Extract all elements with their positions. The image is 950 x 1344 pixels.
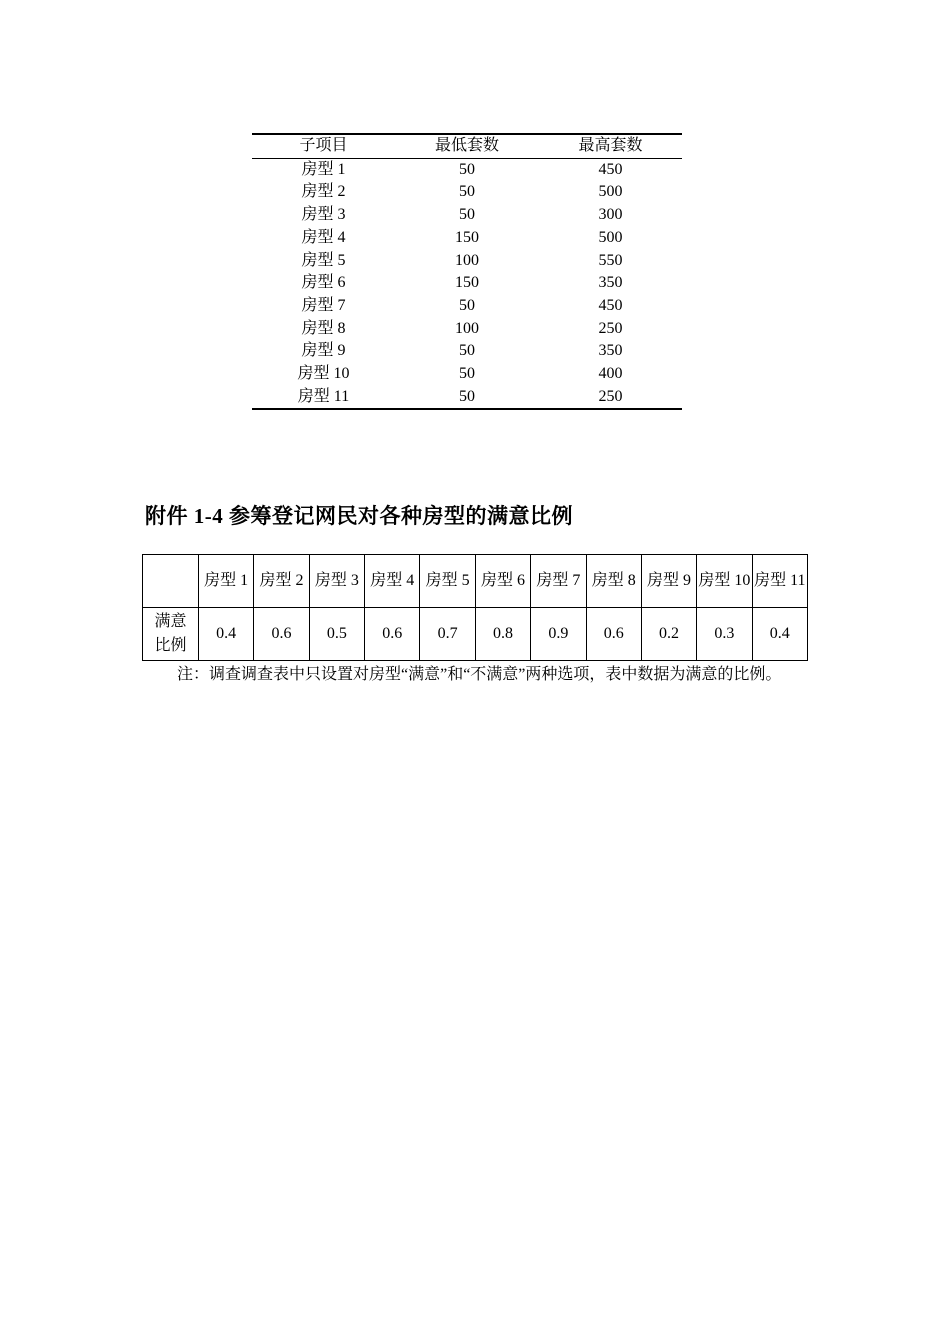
cell-ratio: 0.8 [475, 608, 530, 661]
cell-subitem: 房型 3 [301, 206, 346, 224]
cell-max: 450 [598, 296, 623, 314]
cell-subitem: 房型 9 [301, 342, 346, 360]
cell-subitem: 房型 2 [301, 183, 346, 201]
table-row [252, 227, 682, 250]
cell-ratio: 0.9 [531, 608, 586, 661]
col-header-max: 最高套数 [578, 137, 643, 154]
cell-max: 450 [598, 160, 623, 178]
table-row [252, 295, 682, 318]
table-row [143, 608, 808, 661]
table-header-row [143, 555, 808, 608]
cell-subitem: 房型 5 [301, 251, 346, 269]
cell-subitem: 房型 7 [301, 296, 346, 314]
cell-min: 50 [459, 160, 475, 178]
cell-subitem: 房型 4 [301, 228, 346, 246]
table-row [252, 250, 682, 273]
housing-count-table [252, 133, 682, 410]
cell-subitem: 房型 8 [301, 319, 346, 337]
col-header-type: 房型 1 [199, 555, 254, 608]
table-row [252, 272, 682, 295]
cell-max: 500 [598, 183, 623, 201]
table-header-row [252, 134, 682, 158]
cell-ratio: 0.6 [586, 608, 641, 661]
col-header-type: 房型 5 [420, 555, 475, 608]
cell-min: 150 [455, 228, 479, 246]
col-header-min: 最低套数 [434, 137, 499, 154]
col-header-type: 房型 10 [697, 555, 752, 608]
cell-ratio: 0.7 [420, 608, 475, 661]
cell-ratio: 0.6 [365, 608, 420, 661]
satisfaction-table [142, 554, 808, 661]
table-row [252, 158, 682, 181]
cell-max: 550 [598, 251, 623, 269]
cell-subitem: 房型 11 [297, 387, 350, 405]
cell-min: 50 [459, 365, 475, 383]
table-row [252, 386, 682, 410]
cell-max: 300 [598, 206, 623, 224]
cell-ratio: 0.2 [641, 608, 696, 661]
cell-min: 50 [459, 342, 475, 360]
cell-min: 50 [459, 387, 475, 405]
cell-max: 350 [598, 274, 623, 292]
col-header-type: 房型 8 [586, 555, 641, 608]
cell-subitem: 房型 1 [301, 160, 346, 178]
cell-max: 400 [598, 365, 623, 383]
cell-ratio: 0.4 [752, 608, 807, 661]
cell-min: 100 [455, 251, 479, 269]
cell-min: 50 [459, 206, 475, 224]
cell-max: 250 [598, 319, 623, 337]
col-header-type: 房型 6 [475, 555, 530, 608]
cell-ratio: 0.3 [697, 608, 752, 661]
cell-max: 250 [598, 387, 623, 405]
col-header-type: 房型 9 [641, 555, 696, 608]
table-row [252, 181, 682, 204]
col-header-type: 房型 4 [365, 555, 420, 608]
table-note: 注：调查调查表中只设置对房型“满意”和“不满意”两种选项，表中数据为满意的比例。 [177, 666, 782, 683]
cell-min: 50 [459, 183, 475, 201]
col-header-type: 房型 7 [531, 555, 586, 608]
cell-subitem: 房型 6 [301, 274, 346, 292]
row-label-satisfaction [143, 608, 199, 661]
col-header-type: 房型 11 [752, 555, 807, 608]
cell-ratio: 0.5 [309, 608, 364, 661]
cell-max: 350 [598, 342, 623, 360]
cell-max: 500 [598, 228, 623, 246]
cell-ratio: 0.6 [254, 608, 309, 661]
row-label-line: 满意 [154, 613, 187, 630]
table-row [252, 363, 682, 386]
table-row [252, 318, 682, 341]
col-header-type: 房型 3 [309, 555, 364, 608]
cell-min: 150 [455, 274, 479, 292]
table-row [252, 204, 682, 227]
section-heading: 附件 1-4 参筹登记网民对各种房型的满意比例 [145, 504, 573, 528]
cell-min: 50 [459, 296, 475, 314]
col-header-subitem: 子项目 [299, 137, 348, 154]
cell-ratio: 0.4 [199, 608, 254, 661]
cell-min: 100 [455, 319, 479, 337]
table-row [252, 340, 682, 363]
cell-subitem: 房型 10 [297, 365, 350, 383]
row-label-line: 比例 [154, 637, 187, 654]
corner-cell [143, 555, 199, 608]
col-header-type: 房型 2 [254, 555, 309, 608]
